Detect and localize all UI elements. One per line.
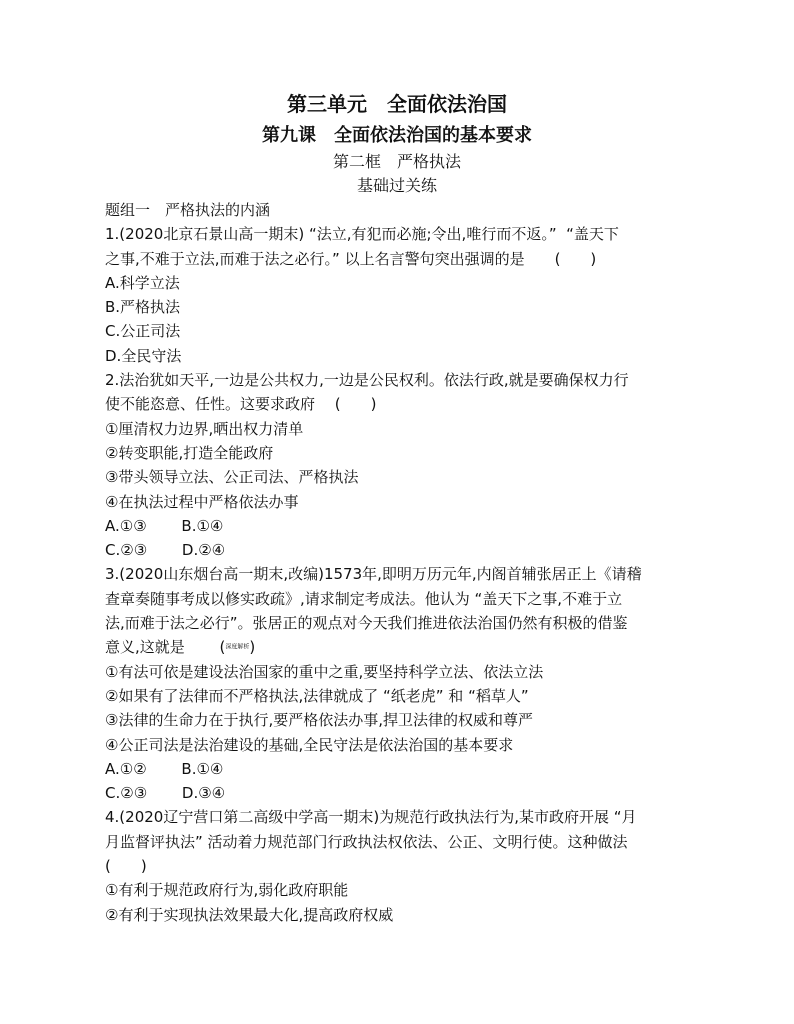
q2-statement-4: ④在执法过程中严格依法办事 xyxy=(105,492,299,511)
q2-options-ab: A.①③ B.①④ xyxy=(105,516,224,535)
section-title: 第二框 严格执法 xyxy=(332,152,461,171)
q2-statement-2: ②转变职能,打造全能政府 xyxy=(105,443,274,462)
q1-text-line: 之事,不难于立法,而难于法之必行。” 以上名言警句突出强调的是 ( ) xyxy=(105,249,597,268)
q2-text-line: 使不能恣意、任性。这要求政府 ( ) xyxy=(105,395,377,414)
q4-text-line: 4.(2020辽宁营口第二高级中学高一期末)为规范行政执法行为,某市政府开展 “月 xyxy=(105,808,637,827)
q1-option-d: D.全民守法 xyxy=(105,346,182,365)
q2-statement-1: ①厘清权力边界,晒出权力清单 xyxy=(105,419,304,438)
q3-text-line: 查章奏随事考成以修实政疏》,请求制定考成法。他认为 “盖天下之事,不难于立 xyxy=(105,589,623,608)
q2-statement-3: ③带头领导立法、公正司法、严格执法 xyxy=(105,468,359,487)
q3-options-cd: C.②③ D.③④ xyxy=(105,784,226,803)
q4-statement-2: ②有利于实现执法效果最大化,提高政府权威 xyxy=(105,905,394,924)
q3-statement-1: ①有法可依是建设法治国家的重中之重,要坚持科学立法、依法立法 xyxy=(105,662,544,681)
q3-paren-close: ) xyxy=(249,638,256,657)
question-content xyxy=(105,198,675,927)
q3-options-ab: A.①② B.①④ xyxy=(105,759,224,778)
q4-text-line: 月监督评执法” 活动着力规范部门行政执法权依法、公正、文明行使。这种做法 xyxy=(105,832,628,851)
unit-title: 第三单元 全面依法治国 xyxy=(287,92,507,116)
q3-statement-4: ④公正司法是法治建设的基础,全民守法是依法治国的基本要求 xyxy=(105,735,514,754)
q3-text-line: 法,而难于法之必行”。张居正的观点对今天我们推进依法治国仍然有积极的借鉴 xyxy=(105,614,628,633)
q1-option-c: C.公正司法 xyxy=(105,322,181,341)
q1-text-line: 1.(2020北京石景山高一期末) “法立,有犯而必施;令出,唯行而不返。” “盖天下 xyxy=(105,225,619,244)
analysis-note: 深度解析 xyxy=(225,643,250,651)
q3-text-line: 3.(2020山东烟台高一期末,改编)1573年,即明万历元年,内阁首辅张居正上《请稽 xyxy=(105,565,642,584)
q3-text-line-last xyxy=(105,635,675,659)
q1-option-a: A.科学立法 xyxy=(105,273,180,292)
q1-option-b: B.严格执法 xyxy=(105,298,181,317)
group-heading: 题组一 严格执法的内涵 xyxy=(105,201,271,219)
q4-answer-paren: ( ) xyxy=(105,857,147,876)
q3-stem-end: 意义,这就是 ( xyxy=(105,638,226,657)
q4-statement-1: ①有利于规范政府行为,弱化政府职能 xyxy=(105,881,349,900)
practice-title: 基础过关练 xyxy=(356,176,437,195)
q2-options-cd: C.②③ D.②④ xyxy=(105,541,226,560)
q3-statement-2: ②如果有了法律而不严格执法,法律就成了 “纸老虎” 和 “稻草人” xyxy=(105,686,529,705)
lesson-title: 第九课 全面依法治国的基本要求 xyxy=(262,125,532,146)
q3-statement-3: ③法律的生命力在于执行,要严格依法办事,捍卫法律的权威和尊严 xyxy=(105,711,533,730)
q2-text-line: 2.法治犹如天平,一边是公共权力,一边是公民权利。依法行政,就是要确保权力行 xyxy=(105,371,629,390)
